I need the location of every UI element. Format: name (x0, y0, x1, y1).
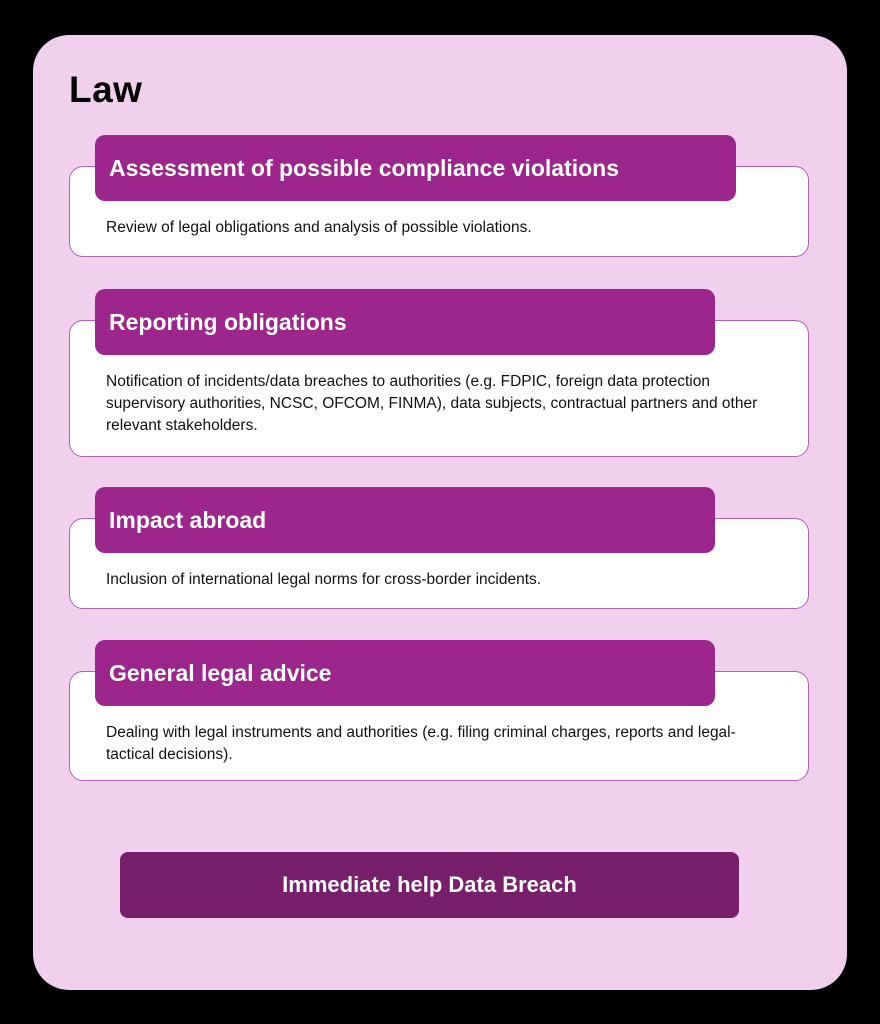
section-heading-legal-advice: General legal advice (95, 640, 715, 706)
law-panel (33, 35, 847, 990)
section-body: Inclusion of international legal norms for cross-border incidents. (106, 571, 542, 588)
section-heading-compliance: Assessment of possible compliance violations (95, 135, 736, 201)
section-body: Dealing with legal instruments and authorities (e.g. filing criminal charges, reports and legal-tactical decisions). (106, 724, 736, 763)
section-body: Notification of incidents/data breaches to authorities (e.g. FDPIC, foreign data protection supervisory authorities, NCSC, OFCOM, FINMA), data subjects, contractual partners and other relevant stakeholders. (106, 373, 758, 434)
section-body: Review of legal obligations and analysis of possible violations. (106, 219, 532, 236)
section-heading-reporting: Reporting obligations (95, 289, 715, 355)
section-heading-impact-abroad: Impact abroad (95, 487, 715, 553)
immediate-help-button[interactable]: Immediate help Data Breach (120, 852, 739, 918)
page-title: Law (69, 69, 143, 110)
